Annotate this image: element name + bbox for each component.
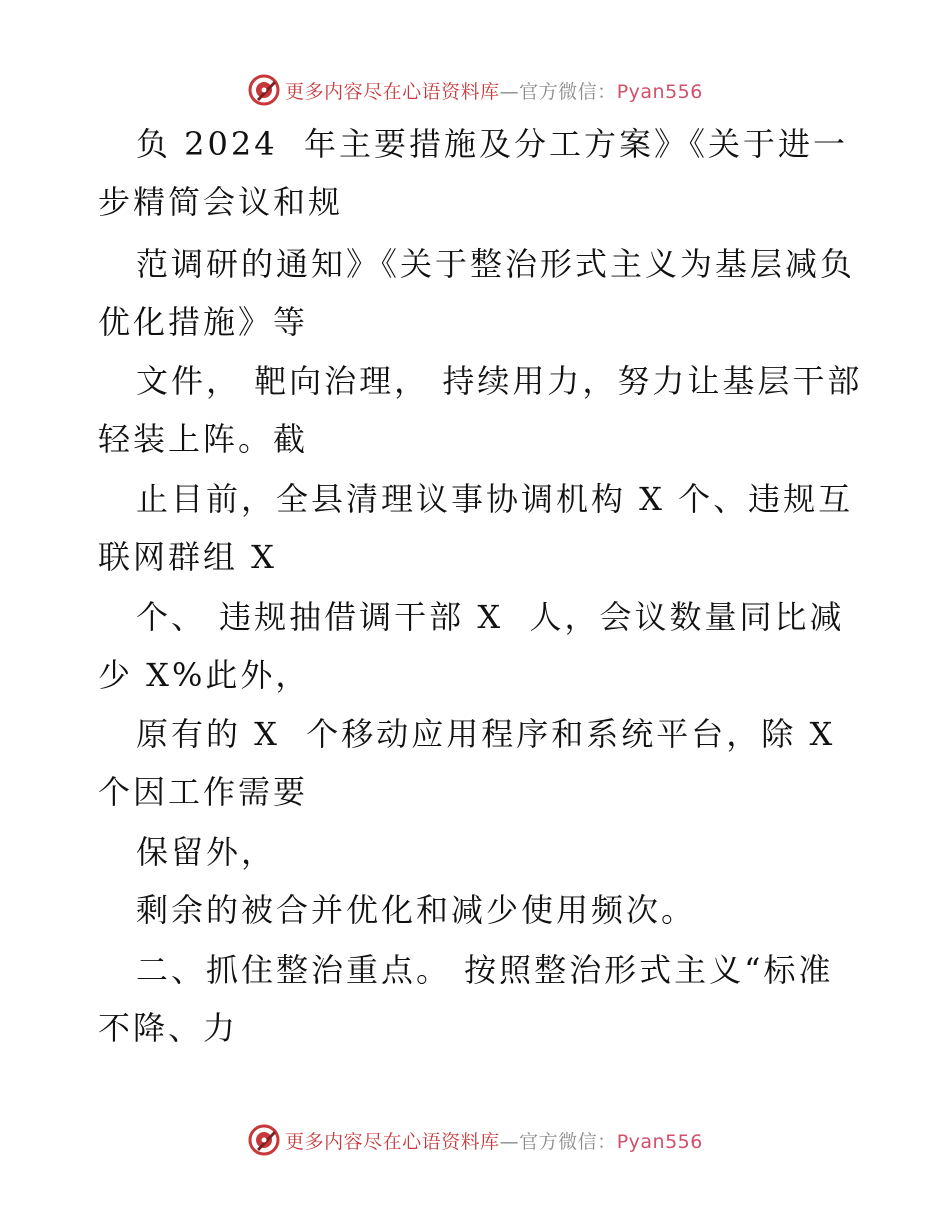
text-line: 原有的 X 个移动应用程序和系统平台，除 X <box>136 715 836 753</box>
promo-wechat-id: Pyan556 <box>616 1130 703 1153</box>
text-line: 不降、力 <box>98 1009 239 1047</box>
promo-contact-label: 官方微信： <box>519 1130 617 1153</box>
text-line: 止目前，全县清理议事协调机构 X 个、违规互 <box>136 480 854 518</box>
promo-contact-label: 官方微信： <box>519 80 617 103</box>
text-line: 步精简会议和规 <box>98 183 344 221</box>
text-line: 范调研的通知》《关于整治形式主义为基层减负 <box>136 245 856 283</box>
text-line: 联网群组 X <box>98 538 277 576</box>
promo-wechat-id: Pyan556 <box>616 80 703 103</box>
footer-promo-banner <box>0 1120 950 1160</box>
text-line: 个因工作需要 <box>98 773 309 811</box>
promo-main-text: 更多内容尽在心语资料库 <box>285 1130 500 1153</box>
text-line: 个、 违规抽借调干部 X 人，会议数量同比减 <box>136 598 845 636</box>
text-line: 保留外， <box>136 833 277 871</box>
pen-logo-icon <box>247 1123 281 1157</box>
text-line: 剩余的被合并优化和减少使用频次。 <box>136 891 697 929</box>
promo-main-text: 更多内容尽在心语资料库 <box>285 80 500 103</box>
header-promo-banner <box>0 70 950 110</box>
promo-dash: — <box>499 80 520 103</box>
pen-logo-icon <box>247 73 281 107</box>
promo-dash: — <box>499 1130 520 1153</box>
text-line: 负 2024 年主要措施及分工方案》《关于进一 <box>136 125 848 163</box>
text-line: 二、抓住整治重点。 按照整治形式主义“标准 <box>136 951 834 989</box>
text-line: 文件， 靶向治理， 持续用力，努力让基层干部 <box>136 362 863 400</box>
text-line: 少 X%此外， <box>98 656 311 694</box>
text-line: 轻装上阵。截 <box>98 420 309 458</box>
text-line: 优化措施》等 <box>98 303 309 341</box>
